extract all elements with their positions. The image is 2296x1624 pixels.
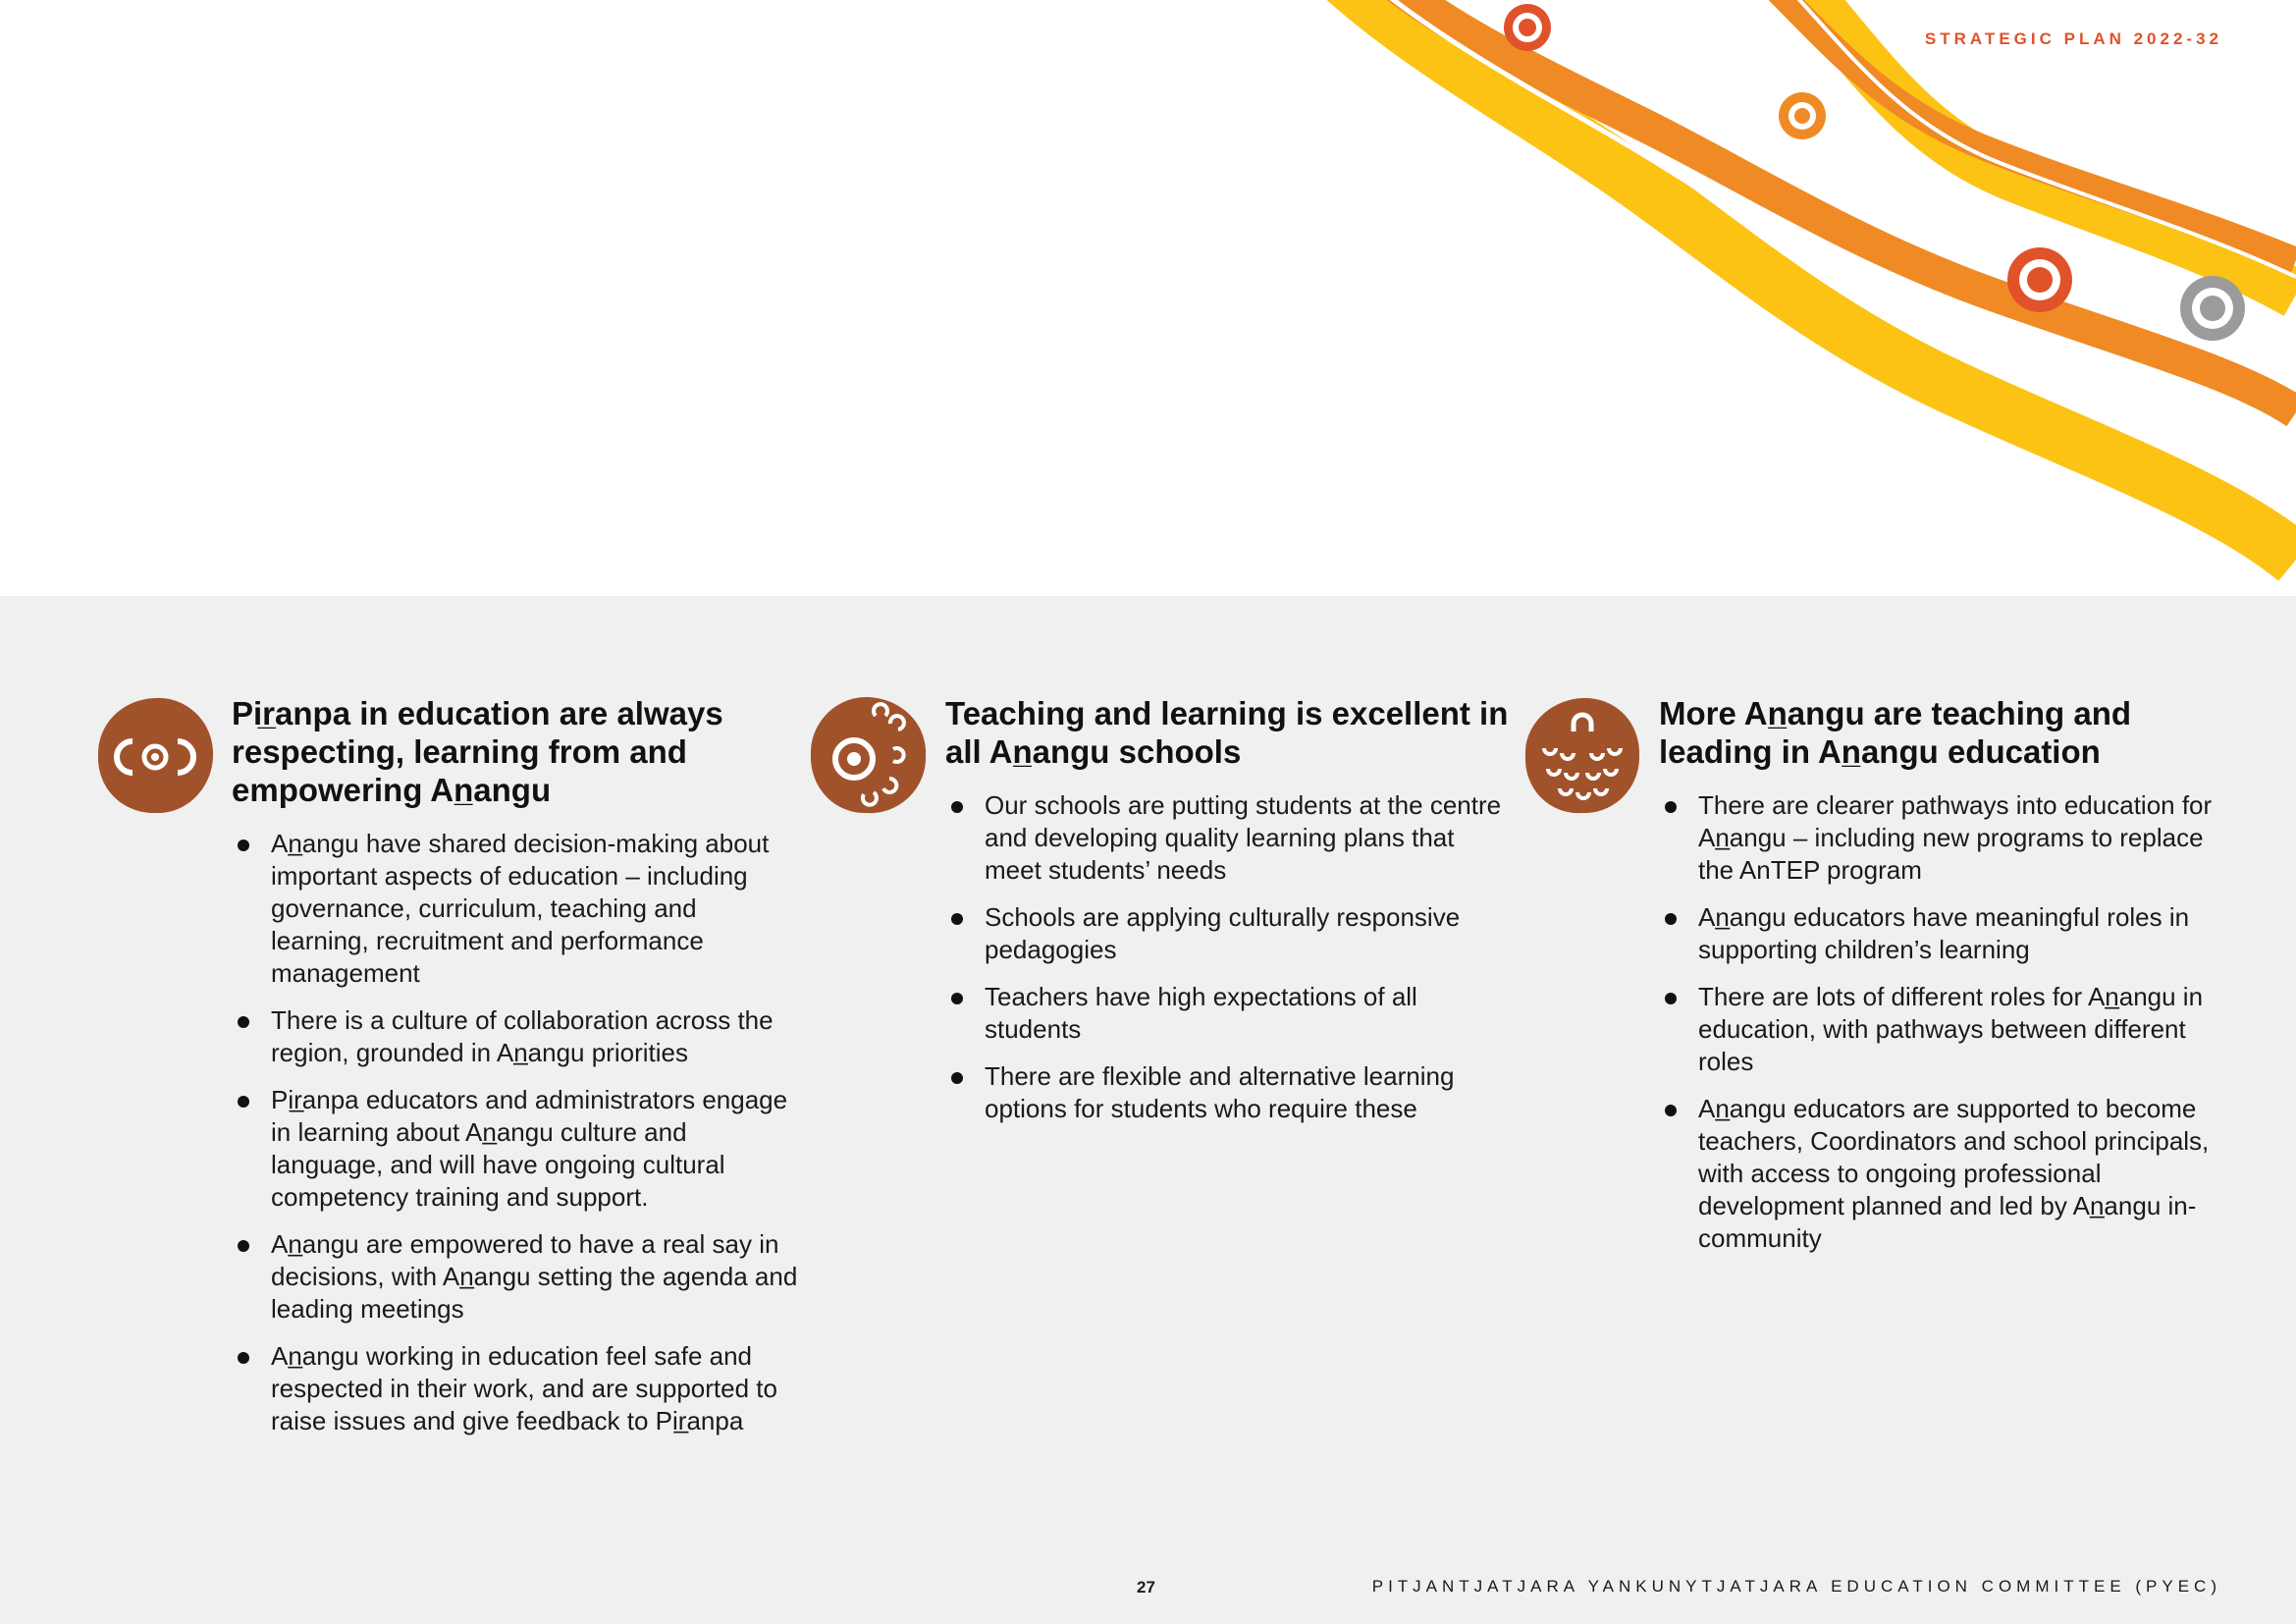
bullet-text: Our schools are putting students at the centre and developing quality learning plans that meet students’ needs	[985, 790, 1502, 885]
column-heading: Pir̲anpa in education are always respecting, learning from and empowering An̲angu	[232, 695, 723, 808]
bullet-text: An̲angu are empowered to have a real say in decisions, with An̲angu setting the agenda and leading meetings	[271, 1229, 798, 1324]
bullet-dot-icon	[951, 801, 963, 813]
bullet-dot-icon	[1665, 801, 1677, 813]
list-item	[232, 1228, 801, 1326]
bullet-dot-icon	[238, 1352, 249, 1364]
content-panel	[0, 596, 2296, 1624]
list-item	[945, 789, 1515, 887]
list-item	[232, 828, 801, 990]
bullet-text: An̲angu have shared decision-making about important aspects of education – including governance, curriculum, teaching and learning, recruitment and performance management	[271, 829, 770, 988]
bullet-dot-icon	[951, 1072, 963, 1084]
bullet-text: Teachers have high expectations of all students	[985, 982, 1417, 1044]
list-item	[945, 981, 1515, 1046]
column-heading: Teaching and learning is excellent in all An̲angu schools	[945, 695, 1509, 770]
bullet-dot-icon	[951, 913, 963, 925]
bullet-text: There are flexible and alternative learning options for students who require these	[985, 1061, 1455, 1123]
circle-motif-2	[1779, 92, 1826, 139]
yellow-river-band	[1325, 0, 2296, 560]
bullet-text: There is a culture of collaboration across the region, grounded in An̲angu priorities	[271, 1005, 774, 1067]
campfire-symbol-icon	[93, 694, 217, 818]
bullet-text: An̲angu working in education feel safe and respected in their work, and are supported to raise issues and give feedback to Pir̲anpa	[271, 1341, 777, 1435]
list-item	[1659, 789, 2228, 887]
bullet-dot-icon	[238, 1240, 249, 1252]
circle-motif-4	[2180, 276, 2245, 341]
footer-organization: PITJANTJATJARA YANKUNYTJATJARA EDUCATION COMMITTEE (PYEC)	[1371, 1577, 2221, 1596]
bullet-dot-icon	[238, 1016, 249, 1028]
bullet-text: Schools are applying culturally responsive pedagogies	[985, 902, 1461, 964]
bullet-text: An̲angu educators have meaningful roles in supporting children’s learning	[1698, 902, 2190, 964]
header-area	[0, 0, 2296, 596]
bullet-dot-icon	[238, 1096, 249, 1108]
circle-motif-3	[2007, 247, 2072, 312]
page-number: 27	[1137, 1578, 1155, 1597]
list-item	[232, 1084, 801, 1214]
list-item	[945, 901, 1515, 966]
bullet-dot-icon	[1665, 993, 1677, 1004]
decorative-river-artwork	[0, 0, 2296, 596]
bullet-dot-icon	[951, 993, 963, 1004]
bullet-dot-icon	[1665, 913, 1677, 925]
circle-motif-1	[1504, 4, 1551, 51]
bullet-list	[945, 789, 1515, 1140]
bullet-text: An̲angu educators are supported to become teachers, Coordinators and school principals, with access to ongoing professional development planned and led by An̲angu in-community	[1698, 1094, 2210, 1253]
waterhole-symbol-icon	[807, 694, 931, 818]
document-header-tag: STRATEGIC PLAN 2022-32	[1924, 29, 2222, 48]
bullet-dot-icon	[238, 839, 249, 851]
list-item	[232, 1340, 801, 1437]
list-item	[945, 1060, 1515, 1125]
meeting-place-symbol-icon	[1521, 694, 1644, 818]
bullet-list	[1659, 789, 2228, 1270]
list-item	[1659, 981, 2228, 1078]
bullet-text: Pir̲anpa educators and administrators engage in learning about An̲angu culture and language, and will have ongoing cultural competency training and support.	[271, 1085, 788, 1212]
bullet-text: There are lots of different roles for An̲angu in education, with pathways between different roles	[1698, 982, 2204, 1076]
bullet-list	[232, 828, 801, 1452]
column-heading: More An̲angu are teaching and leading in An̲angu education	[1659, 695, 2132, 770]
bullet-dot-icon	[1665, 1105, 1677, 1116]
list-item	[232, 1004, 801, 1069]
bullet-text: There are clearer pathways into education for An̲angu – including new programs to replace the AnTEP program	[1698, 790, 2213, 885]
list-item	[1659, 1093, 2228, 1255]
list-item	[1659, 901, 2228, 966]
